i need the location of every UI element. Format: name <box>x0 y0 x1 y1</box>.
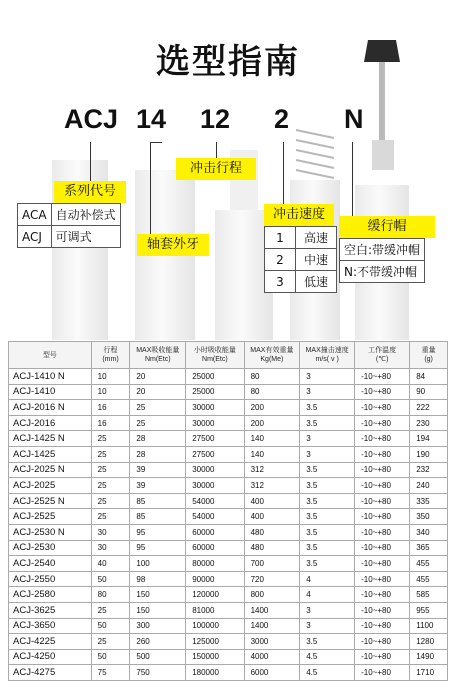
label-buffer-cap: 缓行帽 <box>339 216 435 238</box>
cell-hourly-energy: 100000 <box>186 618 244 634</box>
cell-max-weight: 4000 <box>244 649 300 665</box>
cell-temperature: -10~+80 <box>355 369 410 385</box>
cell-max-energy: 100 <box>130 556 186 572</box>
cell-weight: 350 <box>410 509 448 525</box>
series-options-table <box>17 203 121 248</box>
cell-temperature: -10~+80 <box>355 431 410 447</box>
cell-weight: 455 <box>410 556 448 572</box>
code-stroke: 12 <box>200 104 231 134</box>
cell-weight: 955 <box>410 602 448 618</box>
code-thread: 14 <box>136 104 167 134</box>
cell-max-energy: 98 <box>130 571 186 587</box>
cell-max-speed: 4 <box>300 571 355 587</box>
cell-stroke: 50 <box>91 618 130 634</box>
cell-max-speed: 4 <box>300 587 355 603</box>
table-row <box>9 634 448 650</box>
table-row <box>9 384 448 400</box>
cell-max-energy: 25 <box>130 400 186 416</box>
cell-max-weight: 800 <box>244 587 300 603</box>
cell-max-weight: 480 <box>244 540 300 556</box>
table-row <box>9 509 448 525</box>
cell-weight: 585 <box>410 587 448 603</box>
header-stroke: 行程 (mm) <box>91 342 130 369</box>
cell-hourly-energy: 30000 <box>186 462 244 478</box>
cell-hourly-energy: 80000 <box>186 556 244 572</box>
cell-hourly-energy: 125000 <box>186 634 244 650</box>
cell-max-weight: 3000 <box>244 634 300 650</box>
cell-max-weight: 140 <box>244 431 300 447</box>
cell-model: ACJ-2025 <box>9 478 92 494</box>
cell-hourly-energy: 120000 <box>186 587 244 603</box>
cell-hourly-energy: 25000 <box>186 384 244 400</box>
speed-option-row <box>265 271 337 293</box>
cell-max-energy: 28 <box>130 431 186 447</box>
cell-temperature: -10~+80 <box>355 400 410 416</box>
cell-temperature: -10~+80 <box>355 415 410 431</box>
cell-max-speed: 3 <box>300 384 355 400</box>
cell-max-energy: 150 <box>130 602 186 618</box>
cell-stroke: 30 <box>91 540 130 556</box>
cell-model: ACJ-2550 <box>9 571 92 587</box>
cell-stroke: 25 <box>91 478 130 494</box>
cell-hourly-energy: 30000 <box>186 415 244 431</box>
cell-stroke: 25 <box>91 446 130 462</box>
series-option-desc: 可调式 <box>51 226 120 248</box>
series-option-desc: 自动补偿式 <box>51 204 120 226</box>
cell-hourly-energy: 90000 <box>186 571 244 587</box>
cell-stroke: 30 <box>91 524 130 540</box>
cell-temperature: -10~+80 <box>355 478 410 494</box>
cell-model: ACJ-2580 <box>9 587 92 603</box>
speed-option-code: 2 <box>265 249 296 271</box>
cell-temperature: -10~+80 <box>355 509 410 525</box>
connector-line <box>352 142 353 216</box>
table-row <box>9 493 448 509</box>
cell-max-energy: 28 <box>130 446 186 462</box>
cell-model: ACJ-2540 <box>9 556 92 572</box>
cell-temperature: -10~+80 <box>355 462 410 478</box>
table-row <box>9 587 448 603</box>
page-title: 选型指南 <box>156 42 300 82</box>
connector-line <box>90 142 91 184</box>
spec-table-body <box>9 369 448 681</box>
cell-stroke: 16 <box>91 400 130 416</box>
code-cap: N <box>344 104 364 134</box>
cell-weight: 190 <box>410 446 448 462</box>
speed-option-row <box>265 227 337 249</box>
table-row <box>9 618 448 634</box>
code-series: ACJ <box>64 104 119 134</box>
cell-weight: 1490 <box>410 649 448 665</box>
cell-hourly-energy: 25000 <box>186 369 244 385</box>
cap-option-row <box>340 261 425 283</box>
speed-option-desc: 低速 <box>296 271 337 293</box>
cell-max-energy: 95 <box>130 540 186 556</box>
cell-max-energy: 39 <box>130 478 186 494</box>
table-row <box>9 649 448 665</box>
series-option-code: ACJ <box>18 226 52 248</box>
cap-option: 空白:带缓冲帽 <box>340 239 425 261</box>
cell-model: ACJ-1410 N <box>9 369 92 385</box>
table-row <box>9 478 448 494</box>
table-row <box>9 415 448 431</box>
cell-weight: 365 <box>410 540 448 556</box>
cell-weight: 1100 <box>410 618 448 634</box>
header-max-weight: MAX有效重量 Kg(Me) <box>244 342 300 369</box>
cell-stroke: 25 <box>91 602 130 618</box>
cap-option-row <box>340 239 425 261</box>
cell-weight: 84 <box>410 369 448 385</box>
cell-temperature: -10~+80 <box>355 556 410 572</box>
cell-model: ACJ-1410 <box>9 384 92 400</box>
cell-weight: 1710 <box>410 665 448 681</box>
cell-hourly-energy: 150000 <box>186 649 244 665</box>
header-model: 型号 <box>9 342 92 369</box>
cell-temperature: -10~+80 <box>355 602 410 618</box>
code-speed: 2 <box>274 104 290 134</box>
cell-max-weight: 312 <box>244 478 300 494</box>
cell-model: ACJ-1425 <box>9 446 92 462</box>
table-row <box>9 431 448 447</box>
cell-hourly-energy: 54000 <box>186 493 244 509</box>
cell-max-speed: 3.5 <box>300 524 355 540</box>
cell-max-speed: 3 <box>300 618 355 634</box>
table-row <box>9 524 448 540</box>
cell-model: ACJ-2530 <box>9 540 92 556</box>
cell-weight: 232 <box>410 462 448 478</box>
cell-stroke: 10 <box>91 369 130 385</box>
cell-stroke: 25 <box>91 431 130 447</box>
cell-max-weight: 6000 <box>244 665 300 681</box>
cell-model: ACJ-1425 N <box>9 431 92 447</box>
cell-model: ACJ-3650 <box>9 618 92 634</box>
header-temperature: 工作温度 (℃) <box>355 342 410 369</box>
cell-stroke: 25 <box>91 462 130 478</box>
cell-weight: 194 <box>410 431 448 447</box>
cell-max-weight: 400 <box>244 493 300 509</box>
cell-weight: 335 <box>410 493 448 509</box>
speed-option-code: 1 <box>265 227 296 249</box>
connector-line <box>216 142 217 158</box>
cell-weight: 90 <box>410 384 448 400</box>
cell-model: ACJ-4225 <box>9 634 92 650</box>
cell-max-speed: 4.5 <box>300 649 355 665</box>
spec-table <box>8 341 448 681</box>
cell-max-energy: 260 <box>130 634 186 650</box>
speed-options-table <box>264 226 337 293</box>
series-option-row <box>18 204 121 226</box>
label-sleeve-thread: 轴套外牙 <box>137 234 209 256</box>
cell-max-speed: 3.5 <box>300 462 355 478</box>
selection-guide-illustration <box>0 0 456 340</box>
table-row <box>9 462 448 478</box>
cell-temperature: -10~+80 <box>355 446 410 462</box>
cell-max-energy: 300 <box>130 618 186 634</box>
cell-max-weight: 1400 <box>244 602 300 618</box>
cell-max-energy: 500 <box>130 649 186 665</box>
label-series-code: 系列代号 <box>54 181 126 203</box>
cell-max-weight: 400 <box>244 509 300 525</box>
table-row <box>9 400 448 416</box>
cell-model: ACJ-4250 <box>9 649 92 665</box>
cell-max-speed: 3 <box>300 602 355 618</box>
cell-max-speed: 3.5 <box>300 493 355 509</box>
cell-max-weight: 720 <box>244 571 300 587</box>
cell-model: ACJ-2525 N <box>9 493 92 509</box>
cell-temperature: -10~+80 <box>355 524 410 540</box>
cell-stroke: 10 <box>91 384 130 400</box>
cell-max-speed: 3.5 <box>300 634 355 650</box>
cell-hourly-energy: 27500 <box>186 446 244 462</box>
table-row <box>9 556 448 572</box>
table-row <box>9 369 448 385</box>
cell-model: ACJ-2016 <box>9 415 92 431</box>
cell-hourly-energy: 180000 <box>186 665 244 681</box>
label-stroke: 冲击行程 <box>176 158 256 180</box>
cell-max-weight: 80 <box>244 369 300 385</box>
table-row <box>9 665 448 681</box>
cell-max-weight: 1400 <box>244 618 300 634</box>
cell-max-energy: 150 <box>130 587 186 603</box>
table-row <box>9 602 448 618</box>
header-max-speed: MAX撞击速度 m/s( v ) <box>300 342 355 369</box>
cell-hourly-energy: 27500 <box>186 431 244 447</box>
cell-hourly-energy: 30000 <box>186 400 244 416</box>
speed-option-code: 3 <box>265 271 296 293</box>
cell-weight: 1280 <box>410 634 448 650</box>
cell-stroke: 16 <box>91 415 130 431</box>
cell-stroke: 50 <box>91 571 130 587</box>
cell-max-speed: 3.5 <box>300 415 355 431</box>
connector-line <box>150 142 151 234</box>
cell-max-speed: 3.5 <box>300 400 355 416</box>
cell-max-speed: 3.5 <box>300 556 355 572</box>
series-option-code: ACA <box>18 204 52 226</box>
cell-hourly-energy: 54000 <box>186 509 244 525</box>
speed-option-desc: 中速 <box>296 249 337 271</box>
cell-max-speed: 3.5 <box>300 509 355 525</box>
cell-max-energy: 85 <box>130 493 186 509</box>
cap-options-table <box>339 238 425 283</box>
speed-option-desc: 高速 <box>296 227 337 249</box>
cell-stroke: 25 <box>91 493 130 509</box>
cell-hourly-energy: 60000 <box>186 524 244 540</box>
cell-max-energy: 39 <box>130 462 186 478</box>
cell-hourly-energy: 30000 <box>186 478 244 494</box>
header-max-energy: MAX吸收能量 Nm(Etc) <box>130 342 186 369</box>
cell-model: ACJ-4275 <box>9 665 92 681</box>
cell-max-weight: 200 <box>244 400 300 416</box>
cell-max-speed: 3.5 <box>300 540 355 556</box>
cell-max-weight: 312 <box>244 462 300 478</box>
table-row <box>9 446 448 462</box>
cell-hourly-energy: 81000 <box>186 602 244 618</box>
cap-option: N:不带缓冲帽 <box>340 261 425 283</box>
cell-weight: 222 <box>410 400 448 416</box>
header-weight: 重量 (g) <box>410 342 448 369</box>
cell-max-weight: 80 <box>244 384 300 400</box>
cell-max-energy: 25 <box>130 415 186 431</box>
cell-temperature: -10~+80 <box>355 587 410 603</box>
cell-max-weight: 480 <box>244 524 300 540</box>
speed-option-row <box>265 249 337 271</box>
cell-max-speed: 3 <box>300 431 355 447</box>
cell-max-weight: 700 <box>244 556 300 572</box>
cell-max-speed: 3 <box>300 446 355 462</box>
header-hourly-energy: 小时吸收能量 Nm(Etc) <box>186 342 244 369</box>
table-row <box>9 571 448 587</box>
cell-max-speed: 3 <box>300 369 355 385</box>
cell-max-weight: 140 <box>244 446 300 462</box>
cell-stroke: 50 <box>91 649 130 665</box>
cell-temperature: -10~+80 <box>355 618 410 634</box>
label-impact-speed: 冲击速度 <box>264 204 334 226</box>
cell-stroke: 25 <box>91 509 130 525</box>
table-row <box>9 540 448 556</box>
cell-max-speed: 3.5 <box>300 478 355 494</box>
cell-max-energy: 95 <box>130 524 186 540</box>
cell-max-energy: 85 <box>130 509 186 525</box>
cell-model: ACJ-2016 N <box>9 400 92 416</box>
cell-weight: 230 <box>410 415 448 431</box>
cell-weight: 240 <box>410 478 448 494</box>
connector-line <box>283 142 284 204</box>
cell-temperature: -10~+80 <box>355 493 410 509</box>
cell-model: ACJ-3625 <box>9 602 92 618</box>
cell-max-energy: 750 <box>130 665 186 681</box>
cell-max-weight: 200 <box>244 415 300 431</box>
cell-max-speed: 4.5 <box>300 665 355 681</box>
cell-stroke: 25 <box>91 634 130 650</box>
cell-model: ACJ-2525 <box>9 509 92 525</box>
cell-model: ACJ-2530 N <box>9 524 92 540</box>
connector-line <box>150 142 162 143</box>
cell-model: ACJ-2025 N <box>9 462 92 478</box>
cell-temperature: -10~+80 <box>355 665 410 681</box>
cell-max-energy: 20 <box>130 384 186 400</box>
spec-table-header-row <box>9 342 448 369</box>
cell-weight: 455 <box>410 571 448 587</box>
series-option-row <box>18 226 121 248</box>
cell-temperature: -10~+80 <box>355 540 410 556</box>
cell-hourly-energy: 60000 <box>186 540 244 556</box>
cell-temperature: -10~+80 <box>355 384 410 400</box>
cell-weight: 340 <box>410 524 448 540</box>
cell-temperature: -10~+80 <box>355 634 410 650</box>
cell-max-energy: 20 <box>130 369 186 385</box>
cell-temperature: -10~+80 <box>355 649 410 665</box>
cell-stroke: 40 <box>91 556 130 572</box>
cell-temperature: -10~+80 <box>355 571 410 587</box>
cell-stroke: 75 <box>91 665 130 681</box>
cell-stroke: 80 <box>91 587 130 603</box>
